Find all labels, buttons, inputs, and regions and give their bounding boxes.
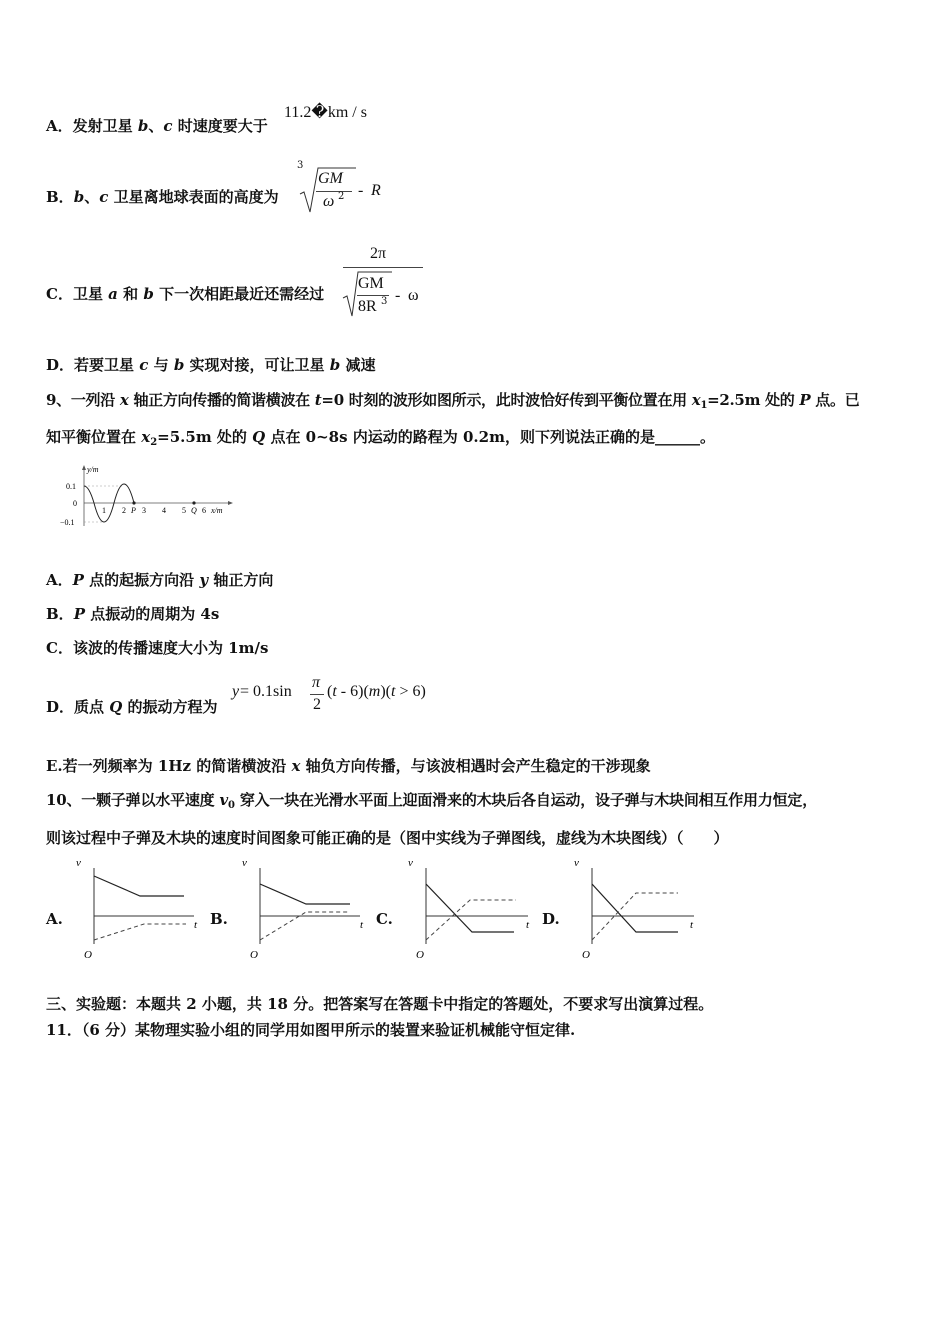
origin-label: O: [416, 949, 424, 960]
q8-option-b: B．b、c 卫星离地球表面的高度为: [46, 188, 279, 206]
block-line: [94, 924, 186, 940]
q10-graph-c: [406, 856, 536, 960]
q10-graph-b: [240, 856, 370, 960]
t-label: t: [526, 919, 530, 931]
q-label: Q: [191, 506, 197, 515]
q10-stem-line1: 10、一颗子弹以水平速度 $v_0$ 穿入一块在光滑水平面上迎面滑来的木块后各自运动，设子弹与木块间相互作用力恒定，: [46, 791, 818, 811]
y-tick-top: 0.1: [66, 482, 76, 491]
q9-option-b: B．P 点振动的周期为 4s: [46, 605, 220, 623]
t-label: t: [690, 919, 694, 931]
x-tick-5: 5: [182, 506, 186, 515]
q10-graph-a: [74, 856, 204, 960]
x-axis-label: x/m: [211, 506, 223, 515]
x-tick-2: 2: [122, 506, 126, 515]
bullet-line: [94, 876, 184, 896]
origin-label: O: [84, 949, 92, 960]
q10-option-a-label: A.: [46, 910, 63, 928]
y-tick-bottom: −0.1: [60, 518, 75, 527]
q9-option-a: A．P 点的起振方向沿 y 轴正方向: [46, 571, 274, 589]
section-3-heading: 三、实验题：本题共 2 小题，共 18 分。把答案写在答题卡中指定的答题处，不要求写出演算过程。: [46, 995, 714, 1013]
bullet-line: [592, 884, 678, 932]
x-tick-6: 6: [202, 506, 206, 515]
q10-graph-d: [572, 856, 702, 960]
block-line: [426, 900, 516, 940]
q8-option-a-formula: 11.2�km / s: [284, 104, 367, 121]
point-q: [192, 501, 195, 504]
q9-option-d: D．质点 Q 的振动方程为: [46, 698, 218, 716]
v-label: v: [408, 857, 413, 869]
v-label: v: [574, 857, 579, 869]
q9-option-c: C．该波的传播速度大小为 1m/s: [46, 639, 269, 657]
fraction-bar: [310, 694, 324, 695]
fraction-bar: [316, 191, 352, 192]
q8-option-a: A．发射卫星 b、c 时速度要大于: [46, 117, 268, 135]
q9-stem-line2: 知平衡位置在 $x_2=5.5m$ 处的 Q 点在 0~8s 内运动的路程为 0.2m，则下列说法正确的是______。: [46, 428, 715, 448]
y-axis-arrow: [82, 465, 86, 470]
q9-option-e: E.若一列频率为 1Hz 的简谐横波沿 x 轴负方向传播，与该波相遇时会产生稳定的干涉现象: [46, 757, 651, 775]
y-tick-zero: 0: [73, 499, 77, 508]
t-label: t: [360, 919, 364, 931]
q8-option-d: D．若要卫星 c 与 b 实现对接，可让卫星 b 减速: [46, 356, 376, 374]
p-label: P: [131, 506, 136, 515]
point-p: [132, 501, 135, 504]
v-label: v: [242, 857, 247, 869]
origin-label: O: [250, 949, 258, 960]
wave-graph: [58, 462, 238, 530]
q11-stem: 11．（6 分）某物理实验小组的同学用如图甲所示的装置来验证机械能守恒定律.: [46, 1021, 576, 1039]
q9-stem-line1: 9、一列沿 x 轴正方向传播的简谐横波在 t=0 时刻的波形如图所示，此时波恰好传到平衡位置在用 $x_1=2.5m$ 处的 P 点。已: [46, 391, 860, 411]
x-tick-4: 4: [162, 506, 166, 515]
x-tick-1: 1: [102, 506, 106, 515]
y-axis-label: y/m: [87, 465, 99, 474]
x-axis-arrow: [228, 501, 233, 505]
fraction-bar: [343, 267, 423, 268]
t-label: t: [194, 919, 198, 931]
q10-option-d-label: D.: [542, 910, 560, 928]
bullet-line: [260, 884, 350, 904]
v-label: v: [76, 857, 81, 869]
q8-option-c: C．卫星 a 和 b 下一次相距最近还需经过: [46, 285, 325, 303]
bullet-line: [426, 884, 514, 932]
x-tick-3: 3: [142, 506, 146, 515]
q10-stem-line2: 则该过程中子弹及木块的速度时间图象可能正确的是（图中实线为子弹图线，虚线为木块图线）（ ）: [46, 829, 729, 847]
q10-option-c-label: C.: [376, 910, 393, 928]
origin-label: O: [582, 949, 590, 960]
q10-option-b-label: B.: [210, 910, 228, 928]
